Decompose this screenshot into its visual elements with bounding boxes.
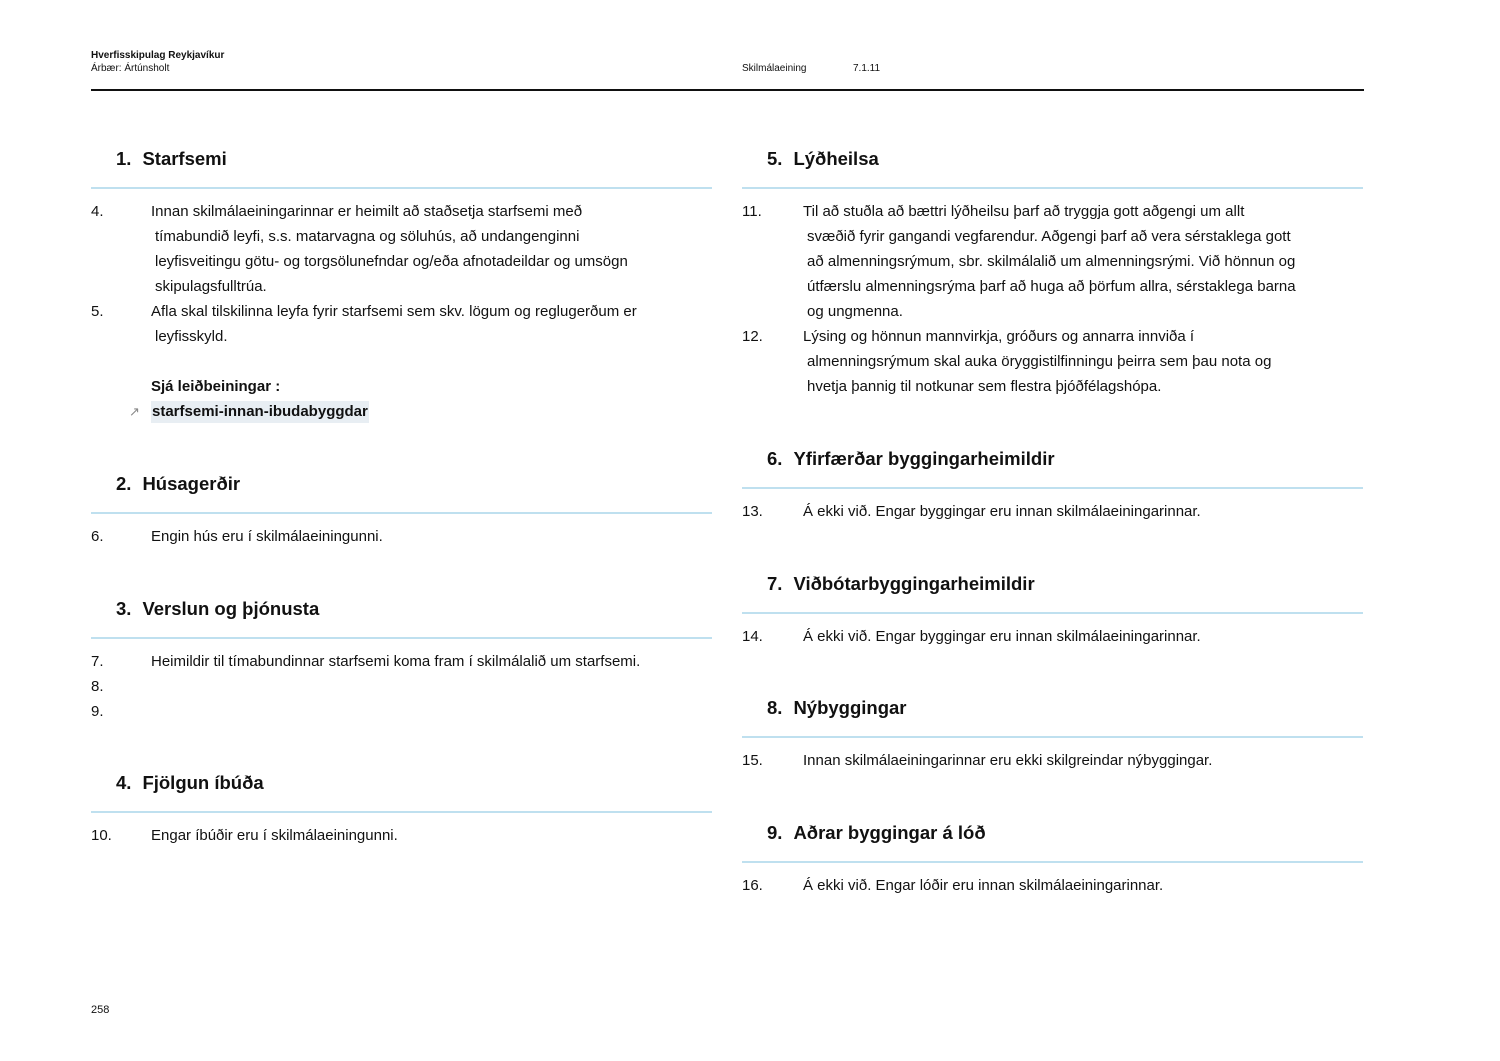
header-divider <box>91 89 1364 91</box>
section-divider <box>742 861 1363 863</box>
item-text-line: Engar íbúðir eru í skilmálaeiningunni. <box>151 827 398 844</box>
item-list <box>742 748 1363 773</box>
section-divider <box>91 637 712 639</box>
unit-number: 7.1.11 <box>853 63 881 74</box>
item-list <box>91 524 712 549</box>
section-number: 5. <box>767 148 783 169</box>
section-heading <box>742 445 1363 473</box>
list-item <box>91 649 712 674</box>
item-number: 13. <box>742 503 763 520</box>
section-heading <box>91 769 712 797</box>
item-text <box>742 499 1363 524</box>
item-text-line: Heimildir til tímabundinnar starfsemi koma fram í skilmálalið um starfsemi. <box>151 653 641 670</box>
list-item <box>91 524 712 549</box>
item-text-line: svæðið fyrir gangandi vegfarendur. Aðgengi þarf að vera sérstaklega gott <box>807 228 1291 245</box>
section <box>742 694 1363 773</box>
section-title: Viðbótarbyggingarheimildir <box>793 573 1035 594</box>
page-number: 258 <box>91 1004 110 1016</box>
item-number: 16. <box>742 877 763 894</box>
item-number: 7. <box>91 653 104 670</box>
item-text-line: leyfisskyld. <box>155 328 228 345</box>
section <box>91 595 712 724</box>
item-text-line: og ungmenna. <box>807 303 903 320</box>
item-text-line: leyfisveitingu götu- og torgsölunefndar og/eða afnotadeildar og umsögn <box>155 253 628 270</box>
item-text-line: Engin hús eru í skilmálaeiningunni. <box>151 528 383 545</box>
item-number: 10. <box>91 827 112 844</box>
section-heading <box>91 595 712 623</box>
item-text <box>742 748 1363 773</box>
item-text-line: Til að stuðla að bættri lýðheilsu þarf að tryggja gott aðgengi um allt <box>803 203 1245 220</box>
item-number: 9. <box>91 703 104 720</box>
item-list <box>91 199 712 349</box>
item-text <box>742 624 1363 649</box>
list-item <box>91 823 712 848</box>
list-item <box>742 624 1363 649</box>
item-text <box>742 324 1363 399</box>
item-number: 6. <box>91 528 104 545</box>
section-title: Lýðheilsa <box>793 148 879 169</box>
item-text <box>91 649 712 674</box>
section-number: 8. <box>767 697 783 718</box>
item-text <box>91 699 712 724</box>
section <box>91 145 712 424</box>
section-heading <box>742 570 1363 598</box>
section-title: Húsagerðir <box>142 473 241 494</box>
item-list <box>742 624 1363 649</box>
section-divider <box>742 736 1363 738</box>
list-item <box>91 674 712 699</box>
section-heading <box>91 470 712 498</box>
guidelines-block <box>91 374 712 424</box>
section-divider <box>742 187 1363 189</box>
item-list <box>742 873 1363 898</box>
list-item <box>742 199 1363 324</box>
section-divider <box>91 187 712 189</box>
list-item <box>91 299 712 349</box>
item-number: 4. <box>91 203 104 220</box>
unit-label: Skilmálaeining <box>742 63 807 74</box>
section <box>91 769 712 848</box>
section-number: 9. <box>767 822 783 843</box>
item-text <box>91 299 712 349</box>
section-title: Yfirfærðar byggingarheimildir <box>793 448 1055 469</box>
item-text-line: að almenningsrýmum, sbr. skilmálalið um almenningsrými. Við hönnun og <box>807 253 1296 270</box>
section-number: 7. <box>767 573 783 594</box>
section-number: 2. <box>116 473 132 494</box>
item-text-line: almenningsrýmum skal auka öryggistilfinningu þeirra sem þau nota og <box>807 353 1272 370</box>
document-subtitle: Árbær: Ártúnsholt <box>91 63 170 74</box>
item-text-line: skipulagsfulltrúa. <box>155 278 267 295</box>
section-title: Nýbyggingar <box>793 697 907 718</box>
section <box>742 819 1363 898</box>
section-number: 3. <box>116 598 132 619</box>
item-text <box>91 674 712 699</box>
section <box>742 145 1363 399</box>
item-number: 15. <box>742 752 763 769</box>
item-text-line: tímabundið leyfi, s.s. matarvagna og söluhús, að undangenginni <box>155 228 580 245</box>
list-item <box>91 199 712 299</box>
section-heading <box>91 145 712 173</box>
section-divider <box>91 512 712 514</box>
section-heading <box>742 819 1363 847</box>
item-list <box>742 499 1363 524</box>
list-item <box>742 873 1363 898</box>
item-list <box>91 649 712 724</box>
section-divider <box>742 487 1363 489</box>
section-number: 4. <box>116 772 132 793</box>
item-text-line: Innan skilmálaeiningarinnar er heimilt að staðsetja starfsemi með <box>151 203 583 220</box>
item-text-line <box>151 674 712 699</box>
list-item <box>91 699 712 724</box>
section-title: Starfsemi <box>142 148 227 169</box>
section <box>742 445 1363 524</box>
item-number: 5. <box>91 303 104 320</box>
item-text <box>91 199 712 299</box>
list-item <box>742 499 1363 524</box>
item-text-line: Innan skilmálaeiningarinnar eru ekki skilgreindar nýbyggingar. <box>803 752 1213 769</box>
item-text <box>742 199 1363 324</box>
item-text-line: Á ekki við. Engar byggingar eru innan skilmálaeiningarinnar. <box>803 628 1201 645</box>
item-text-line <box>151 699 712 724</box>
item-list <box>742 199 1363 399</box>
guidelines-link[interactable]: starfsemi-innan-ibudabyggdar <box>151 401 369 423</box>
item-text-line: hvetja þannig til notkunar sem flestra þjóðfélagshópa. <box>807 378 1162 395</box>
external-link-arrow-icon: ↗ <box>129 404 140 419</box>
section-divider <box>91 811 712 813</box>
section-number: 1. <box>116 148 132 169</box>
item-text-line: Lýsing og hönnun mannvirkja, gróðurs og annarra innviða í <box>803 328 1195 345</box>
section-title: Fjölgun íbúða <box>142 772 264 793</box>
section-heading <box>742 694 1363 722</box>
section-heading <box>742 145 1363 173</box>
item-text <box>91 524 712 549</box>
section-divider <box>742 612 1363 614</box>
guidelines-label: Sjá leiðbeiningar : <box>151 378 281 395</box>
item-number: 12. <box>742 328 763 345</box>
item-text-line: Á ekki við. Engar lóðir eru innan skilmálaeiningarinnar. <box>803 877 1164 894</box>
item-number: 8. <box>91 678 104 695</box>
item-number: 11. <box>742 203 762 220</box>
item-text-line: Á ekki við. Engar byggingar eru innan skilmálaeiningarinnar. <box>803 503 1201 520</box>
list-item <box>742 748 1363 773</box>
item-number: 14. <box>742 628 763 645</box>
item-text-line: Afla skal tilskilinna leyfa fyrir starfsemi sem skv. lögum og reglugerðum er <box>151 303 637 320</box>
section <box>91 470 712 549</box>
list-item <box>742 324 1363 399</box>
section-title: Aðrar byggingar á lóð <box>793 822 986 843</box>
document-title: Hverfisskipulag Reykjavíkur <box>91 50 225 61</box>
item-text <box>742 873 1363 898</box>
item-text-line: útfærslu almenningsrýma þarf að huga að þörfum allra, sérstaklega barna <box>807 278 1296 295</box>
section-number: 6. <box>767 448 783 469</box>
section <box>742 570 1363 649</box>
item-list <box>91 823 712 848</box>
section-title: Verslun og þjónusta <box>142 598 320 619</box>
item-text <box>91 823 712 848</box>
